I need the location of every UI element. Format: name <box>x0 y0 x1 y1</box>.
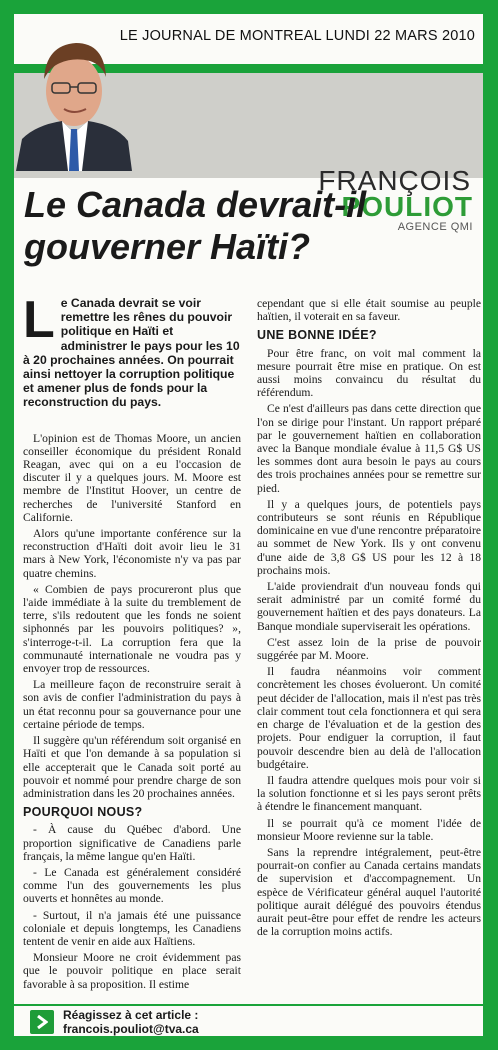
chevron-right-icon <box>30 1010 54 1034</box>
paragraph: Il faudra attendre quelques mois pour voir si la solution fonctionne et si les pays seront prêts à étendre le financement manquant. <box>257 773 481 814</box>
paragraph: Alors qu'une importante conférence sur la reconstruction d'Haïti doit avoir lieu le 31 mars à New York, l'économiste n'y va pas par quatre chemins. <box>23 527 241 580</box>
author-last-name: POULIOT <box>341 191 473 222</box>
paragraph: Sans la reprendre intégralement, peut-être pourrait-on confier au Canada certains mandats de supervision et d'accompagnement. Un espèce de Vérificateur général auquel l'autorité politique aurait délégué des pouvoirs étendus aurait peut-être pour effet de rendre les acteurs de la corruption moins actifs. <box>257 845 481 939</box>
paragraph: C'est assez loin de la prise de pouvoir suggérée par M. Moore. <box>257 635 481 663</box>
paragraph: La meilleure façon de reconstruire serait à son avis de confier l'administration du pays à un état reconnu pour sa gouvernance pour une certaine période de temps. <box>23 678 241 731</box>
paragraph: Monsieur Moore ne croit évidemment pas que le pouvoir politique en place serait favorable à sa proposition. Il estime <box>23 951 241 991</box>
share-label: Réagissez à cet article : <box>63 1008 199 1022</box>
newspaper-page <box>14 14 483 1036</box>
paragraph: - À cause du Québec d'abord. Une proportion significative de Canadiens parle français, la même langue qu'en Haïti. <box>23 823 241 863</box>
paragraph: - Surtout, il n'a jamais été une puissance coloniale et depuis longtemps, les Canadiens tentent de venir en aide aux Haïtiens. <box>23 908 241 948</box>
paragraph: Pour être franc, on voit mal comment la mesure pourrait être mise en pratique. On est aussi moins convaincu du résultat du référendum. <box>257 346 481 400</box>
paragraph: Ce n'est d'ailleurs pas dans cette direction que l'on se dirige pour l'instant. Un rapport préparé par le gouvernement haïtien en collaboration avec la Banque mondiale évalue à 11,5 G$ US les sommes dont aura besoin le pays au cours des trois prochaines années pour se remettre sur pied. <box>257 402 481 495</box>
share-block <box>30 1006 330 1036</box>
paragraph: Il faudra néanmoins voir comment concrètement les choses évolueront. Un comité peut décider de l'allocation, mais il n'est pas très clair comment tout cela fonctionnera et qui sera en charge de l'évaluation et de la gestion des projets. Pour endiguer la corruption, il faut pouvoir descendre bien au delà de l'allocation budgétaire. <box>257 665 481 771</box>
right-column <box>257 297 481 941</box>
author-first-name: FRANÇOIS <box>318 165 471 196</box>
paragraph: cependant que si elle était soumise au peuple haïtien, il voterait en sa faveur. <box>257 297 481 324</box>
paragraph: L'aide proviendrait d'un nouveau fonds qui serait administré par un comité formé du gouvernement haïtien et des pays donateurs. La Banque mondiale superviserait les opérations. <box>257 580 481 633</box>
agency-name: AGENCE QMI <box>397 221 473 233</box>
author-email-link[interactable]: francois.pouliot@tva.ca <box>63 1022 199 1036</box>
left-column <box>23 291 241 994</box>
lede-text: e Canada devrait se voir remettre les rênes du pouvoir politique en Haïti et administrer le pays pour les 10 à 20 prochaines années. On pourrait ainsi nettoyer la corruption politique et amener plus de fonds pour la reconstruction du pays. <box>23 296 240 410</box>
dropcap: L <box>23 291 55 349</box>
masthead-line: LE JOURNAL DE MONTREAL LUNDI 22 MARS 2010 <box>119 28 475 44</box>
paragraph: « Combien de pays procureront plus que l'aide immédiate à la suite du tremblement de terre, s'ils redoutent que les fonds ne soient siphonnés par les pouvoirs politiques? », s'interroge-t-il. La corruption fera que la communauté internationale ne voudra pas y envoyer trop de ressources. <box>23 582 241 676</box>
paragraph: Il y a quelques jours, de potentiels pays contributeurs se sont réunis en République dominicaine en vue d'une rencontre préparatoire au sommet de New York. Ils y ont convenu d'une aide de 3,8 G$ US pour les 12 à 18 prochains mois. <box>257 497 481 577</box>
paragraph: - Le Canada est généralement considéré comme l'un des gouvernements les plus ouverts et honnêtes au monde. <box>23 865 241 906</box>
subhead-une-bonne-idee: UNE BONNE IDÉE? <box>257 328 377 343</box>
headline: Le Canada devrait-il gouverner Haïti? <box>24 184 367 267</box>
author-portrait <box>16 21 132 171</box>
paragraph: Il se pourrait qu'à ce moment l'idée de monsieur Moore revienne sur la table. <box>257 816 481 843</box>
subhead-pourquoi-nous: POURQUOI NOUS? <box>23 805 143 820</box>
paragraph: L'opinion est de Thomas Moore, un ancien conseiller économique du président Ronald Reagan, avec qui on a eu l'occasion de discuter il y a quelques jours. M. Moore est membre de l'Institut Hoover, un centre de recherches de l'université Stanford en Californie. <box>23 431 241 524</box>
lede <box>23 291 241 410</box>
paragraph: Il suggère qu'un référendum soit organisé en Haïti et que l'on demande à sa population si elle accepterait que le Canada soit porté au pouvoir et nommé pour prendre charge de son administration dans les 20 prochaines années. <box>23 734 241 800</box>
